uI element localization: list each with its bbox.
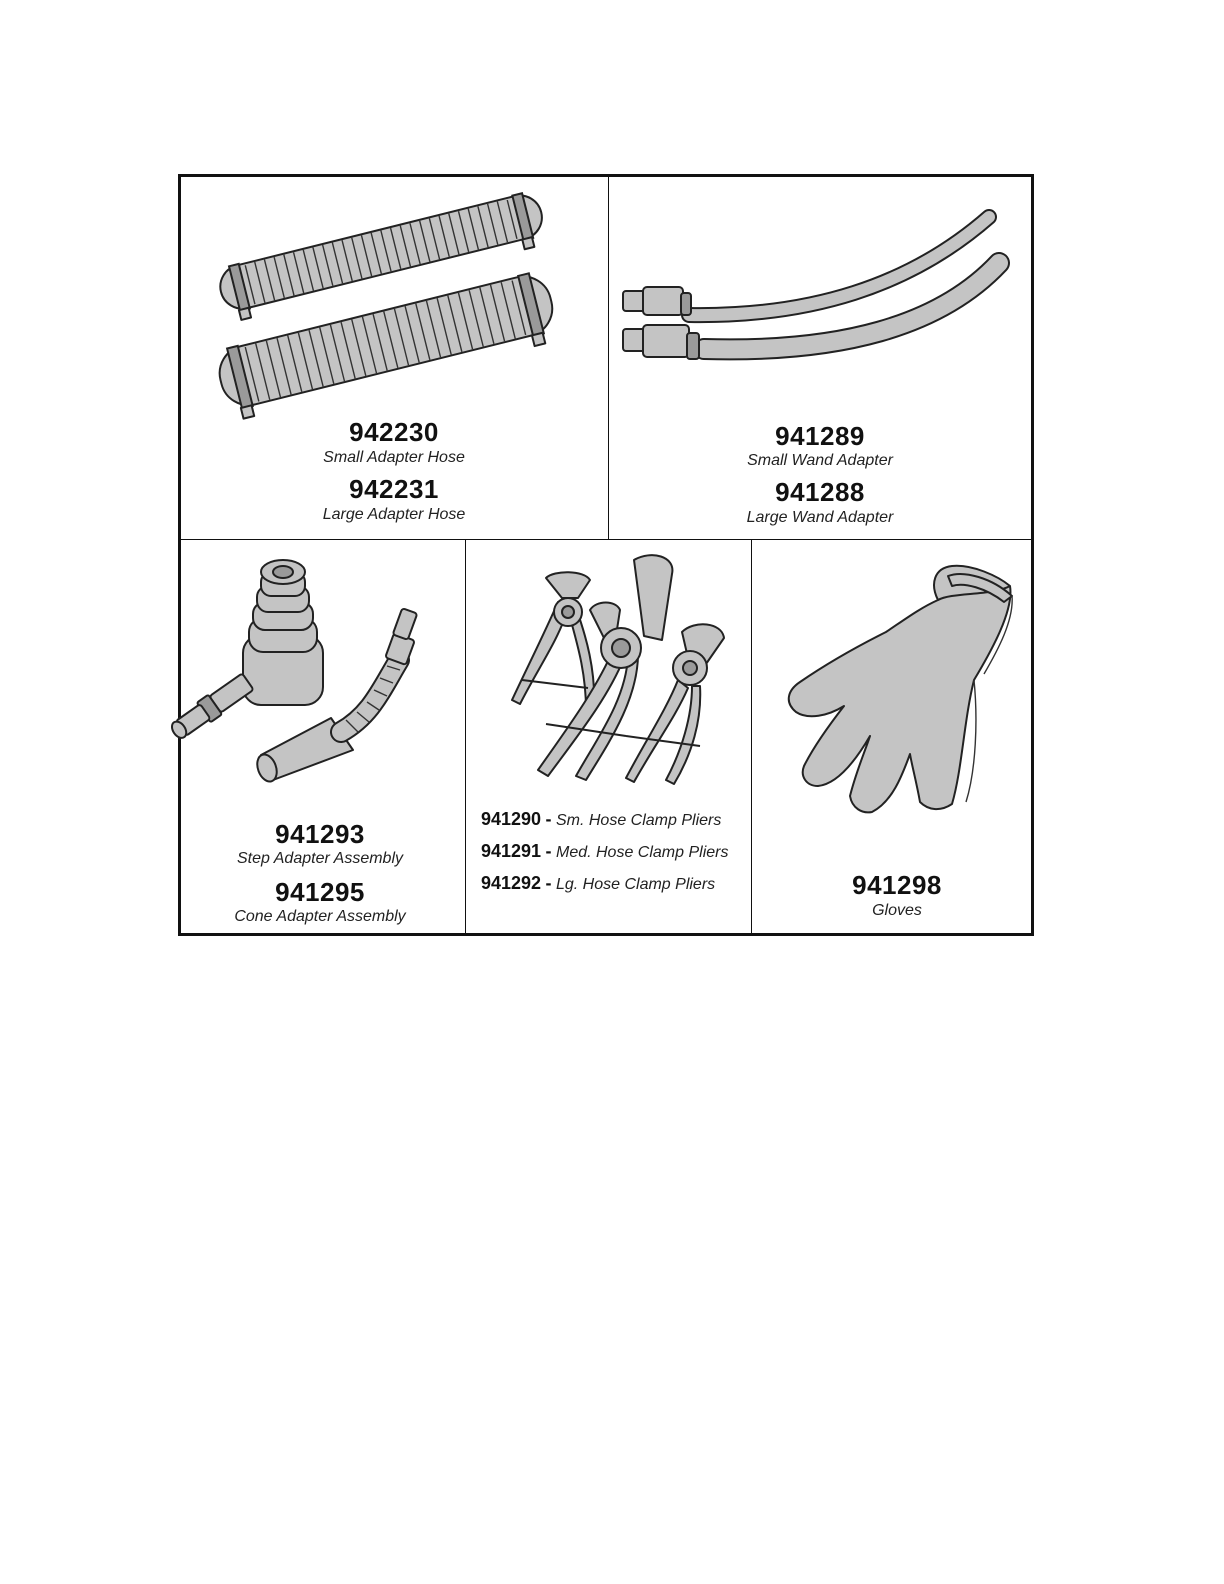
part-name: Sm. Hose Clamp Pliers — [555, 812, 722, 829]
part-number: 941291 — [481, 841, 542, 861]
part-name: Lg. Hose Clamp Pliers — [555, 876, 716, 893]
part-number: 942230 — [349, 417, 439, 447]
part-name: Gloves — [872, 902, 922, 919]
wand-adapter-icon — [609, 177, 1031, 417]
part-name: Med. Hose Clamp Pliers — [555, 844, 729, 861]
part-name: Step Adapter Assembly — [236, 850, 403, 867]
part-number: 941288 — [775, 477, 865, 507]
panel-adapter-hose — [181, 177, 608, 539]
list-item — [481, 804, 749, 836]
panel-adapter-assembly — [181, 540, 465, 933]
list-item — [481, 836, 749, 868]
part-name: Cone Adapter Assembly — [234, 908, 406, 925]
part-number: 941290 — [481, 809, 542, 829]
part-number: 942231 — [349, 474, 439, 504]
glove-icon — [752, 540, 1031, 820]
part-number: 941293 — [275, 819, 365, 849]
part-name: Large Wand Adapter — [746, 509, 894, 526]
panel-wand-adapter — [609, 177, 1031, 539]
parts-figure — [178, 174, 1034, 936]
corrugated-hose-icon — [181, 177, 608, 417]
part-name: Small Wand Adapter — [747, 452, 893, 469]
hose-clamp-pliers-icon — [466, 540, 751, 810]
panel-gloves — [752, 540, 1031, 933]
separator: - — [545, 873, 552, 893]
list-item — [481, 868, 749, 900]
part-number: 941292 — [481, 873, 542, 893]
panel-hose-clamp-pliers — [466, 540, 751, 933]
part-name: Small Adapter Hose — [323, 449, 465, 466]
pliers-list — [481, 804, 749, 900]
separator: - — [545, 809, 552, 829]
part-number: 941295 — [275, 877, 365, 907]
step-cone-adapter-icon — [181, 540, 465, 820]
part-number: 941289 — [775, 421, 865, 451]
part-number: 941298 — [852, 870, 942, 900]
part-name: Large Adapter Hose — [322, 506, 466, 523]
separator: - — [545, 841, 552, 861]
